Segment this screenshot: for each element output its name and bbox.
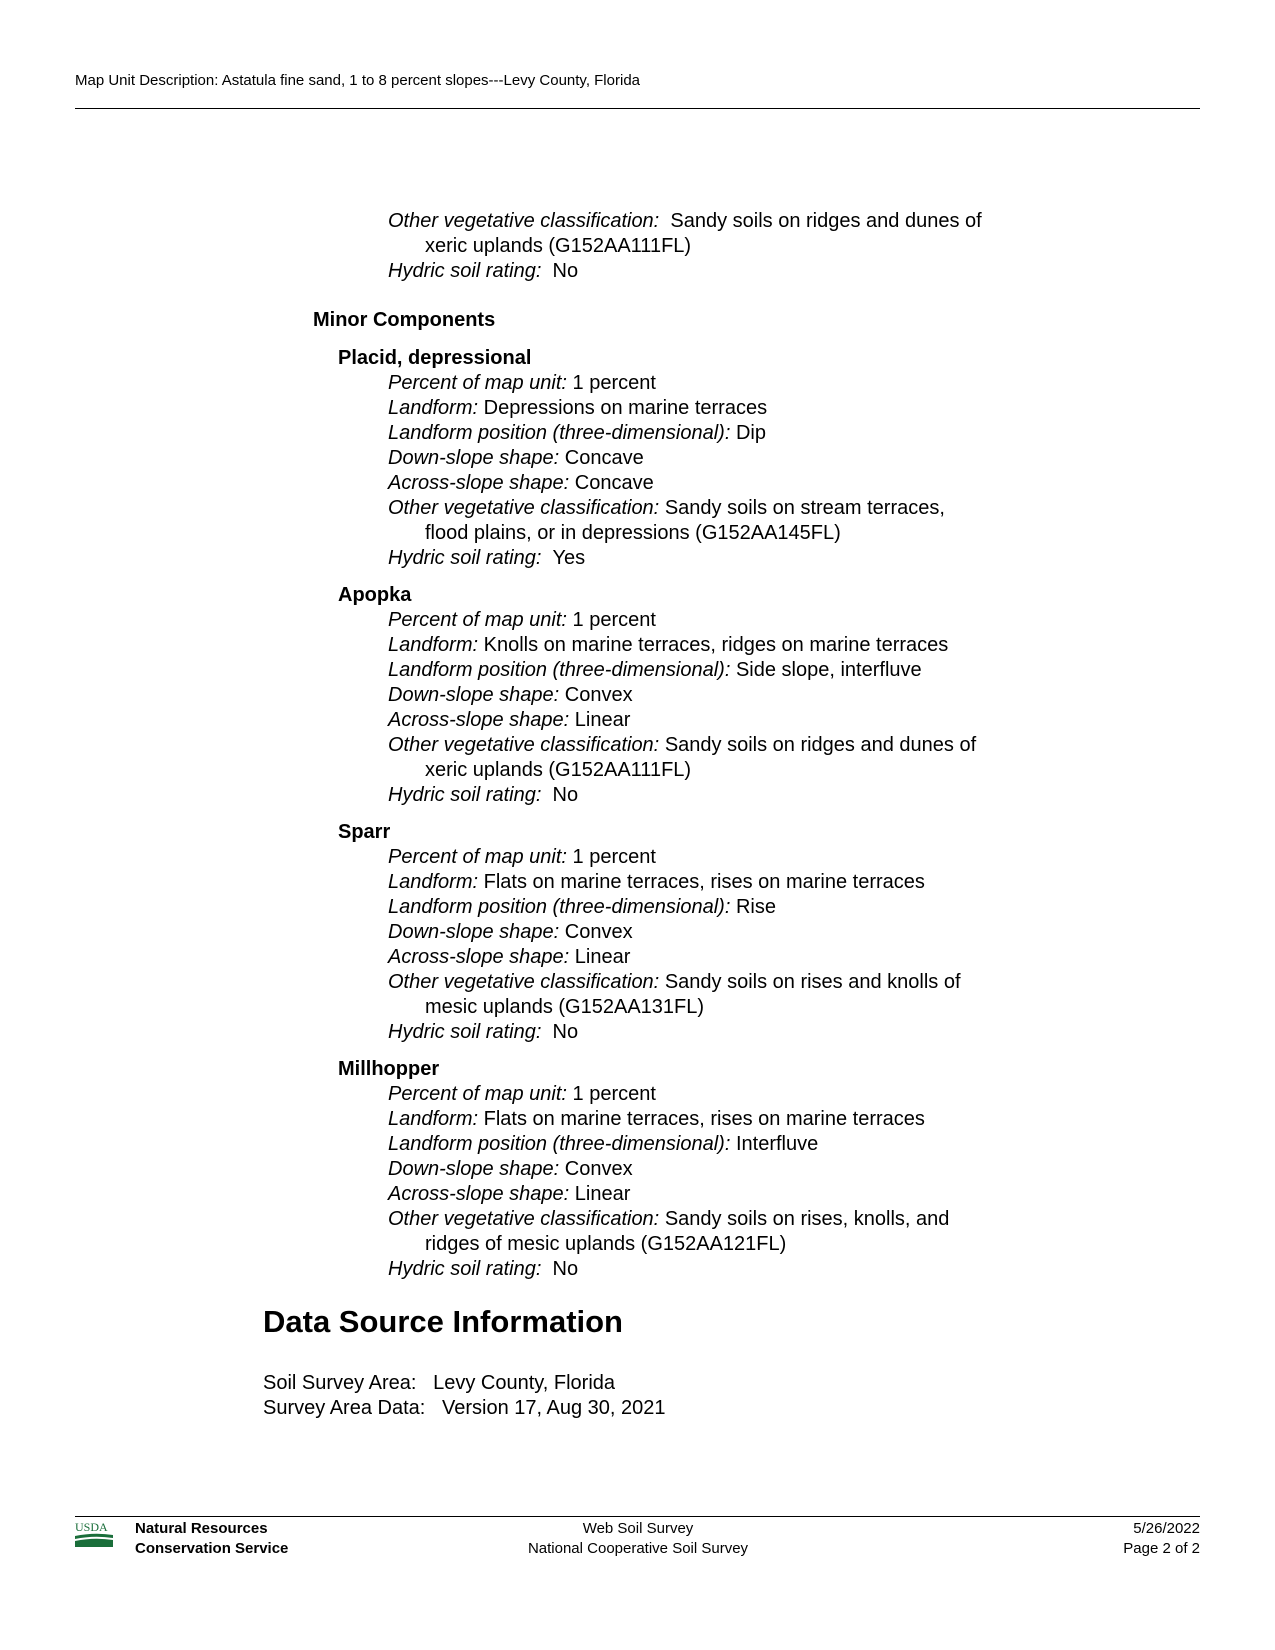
component-percent [388,371,656,396]
attr-value: 1 percent [572,1083,656,1105]
attr-value: Linear [574,946,631,968]
attr-label: Across-slope shape: [388,472,570,494]
attr-value: Sandy soils on rises, knolls, and [664,1208,950,1230]
attr-label: Other vegetative classification: [388,497,660,519]
survey-area-data-label: Survey Area Data: [263,1397,426,1419]
attr-label: Landform position (three-dimensional): [388,422,731,444]
attr-value: Flats on marine terraces, rises on marine terraces [483,871,925,893]
attr-label: Across-slope shape: [388,1183,570,1205]
attr-value: Concave [564,447,644,469]
component-downslope [388,920,633,945]
component-landform-position [388,421,766,446]
footer-date: 5/26/2022 [1133,1520,1200,1537]
usda-logo-wave-2 [75,1539,113,1547]
attr-value: Sandy soils on ridges and dunes of [670,210,982,232]
header-divider [75,108,1200,109]
agency-line-1: Natural Resources [135,1520,268,1537]
component-hydric [388,1257,578,1282]
attr-label: Percent of map unit: [388,846,567,868]
component-veg-line-2: ridges of mesic uplands (G152AA121FL) [425,1233,787,1255]
attr-label: Down-slope shape: [388,684,560,706]
attr-value: Sandy soils on stream terraces, [664,497,945,519]
agency-line-2: Conservation Service [135,1540,289,1557]
attr-label: Other vegetative classification: [388,734,660,756]
attr-label: Hydric soil rating: [388,1258,542,1280]
component-downslope [388,446,644,471]
attr-value: No [552,1258,579,1280]
component-veg-line-2: flood plains, or in depressions (G152AA145FL) [425,522,841,544]
attr-label: Landform: [388,397,479,419]
component-hydric [388,1020,578,1045]
component-name: Apopka [338,584,412,606]
survey-area-data-value: Version 17, Aug 30, 2021 [441,1397,666,1419]
footer-center [438,1519,838,1559]
component-landform [388,870,925,895]
component-landform-position [388,895,776,920]
continuation-hydric-line [388,259,578,284]
attr-value: 1 percent [572,609,656,631]
attr-value: Depressions on marine terraces [483,397,768,419]
component-percent [388,1082,656,1107]
attr-value: Convex [564,921,633,943]
component-acrossslope [388,1182,630,1207]
component-veg-line-1 [388,496,945,521]
footer-page-number: Page 2 of 2 [1123,1540,1200,1557]
component-veg-line-1 [388,970,961,995]
attr-value: Concave [574,472,654,494]
minor-components-heading: Minor Components [313,309,496,331]
component-veg-line-2: xeric uplands (G152AA111FL) [425,759,692,781]
attr-value: Side slope, interfluve [735,659,922,681]
attr-label: Landform: [388,634,479,656]
attr-value: No [552,260,579,282]
attr-label: Down-slope shape: [388,921,560,943]
component-acrossslope [388,471,654,496]
attr-value: Dip [735,422,766,444]
attr-value: Convex [564,1158,633,1180]
attr-label: Other vegetative classification: [388,210,660,232]
attr-label: Other vegetative classification: [388,1208,660,1230]
attr-value: Linear [574,1183,631,1205]
soil-survey-area-value: Levy County, Florida [433,1372,616,1394]
attr-label: Landform position (three-dimensional): [388,659,731,681]
attr-label: Percent of map unit: [388,609,567,631]
component-hydric [388,783,578,808]
continuation-veg-line-1 [388,209,982,234]
attr-value: Sandy soils on rises and knolls of [664,971,961,993]
attr-value: Flats on marine terraces, rises on marine terraces [483,1108,925,1130]
component-downslope [388,683,633,708]
component-veg-line-1 [388,733,976,758]
component-landform [388,1107,925,1132]
attr-label: Down-slope shape: [388,447,560,469]
attr-value: Convex [564,684,633,706]
attr-value: Interfluve [735,1133,819,1155]
attr-label: Across-slope shape: [388,946,570,968]
usda-logo [75,1520,113,1548]
attr-value: 1 percent [572,372,656,394]
attr-label: Across-slope shape: [388,709,570,731]
attr-label: Down-slope shape: [388,1158,560,1180]
component-landform [388,396,767,421]
page-header-title: Map Unit Description: Astatula fine sand, 1 to 8 percent slopes---Levy County, Florida [75,72,640,89]
component-landform-position [388,658,922,683]
component-name: Sparr [338,821,391,843]
attr-label: Hydric soil rating: [388,260,542,282]
attr-label: Landform position (three-dimensional): [388,1133,731,1155]
attr-label: Landform position (three-dimensional): [388,896,731,918]
survey-area-data-row [263,1396,666,1421]
footer-right [1123,1519,1200,1559]
continuation-veg-line-2: xeric uplands (G152AA111FL) [425,235,692,257]
usda-logo-text: USDA [75,1520,108,1534]
component-name: Placid, depressional [338,347,532,369]
component-veg-line-2: mesic uplands (G152AA131FL) [425,996,705,1018]
attr-label: Hydric soil rating: [388,547,542,569]
attr-value: No [552,1021,579,1043]
component-acrossslope [388,708,630,733]
attr-value: No [552,784,579,806]
attr-value: Rise [735,896,776,918]
footer-divider [75,1516,1200,1517]
component-hydric [388,546,585,571]
soil-survey-area-row [263,1371,615,1396]
attr-value: Linear [574,709,631,731]
component-landform [388,633,948,658]
attr-label: Percent of map unit: [388,372,567,394]
footer-ncss: National Cooperative Soil Survey [527,1540,749,1557]
attr-label: Other vegetative classification: [388,971,660,993]
attr-label: Hydric soil rating: [388,784,542,806]
agency-name [135,1519,288,1559]
component-percent [388,845,656,870]
component-landform-position [388,1132,818,1157]
attr-label: Hydric soil rating: [388,1021,542,1043]
soil-survey-area-label: Soil Survey Area: [263,1372,417,1394]
attr-value: Knolls on marine terraces, ridges on marine terraces [483,634,949,656]
attr-value: Sandy soils on ridges and dunes of [664,734,977,756]
attr-value: Yes [552,547,586,569]
component-veg-line-1 [388,1207,949,1232]
attr-label: Landform: [388,1108,479,1130]
component-acrossslope [388,945,630,970]
attr-label: Percent of map unit: [388,1083,567,1105]
attr-value: 1 percent [572,846,656,868]
footer-web-soil-survey: Web Soil Survey [582,1520,694,1537]
attr-label: Landform: [388,871,479,893]
component-name: Millhopper [338,1058,440,1080]
data-source-heading: Data Source Information [263,1304,623,1339]
component-percent [388,608,656,633]
component-downslope [388,1157,633,1182]
usda-logo-wave-1 [75,1534,113,1539]
